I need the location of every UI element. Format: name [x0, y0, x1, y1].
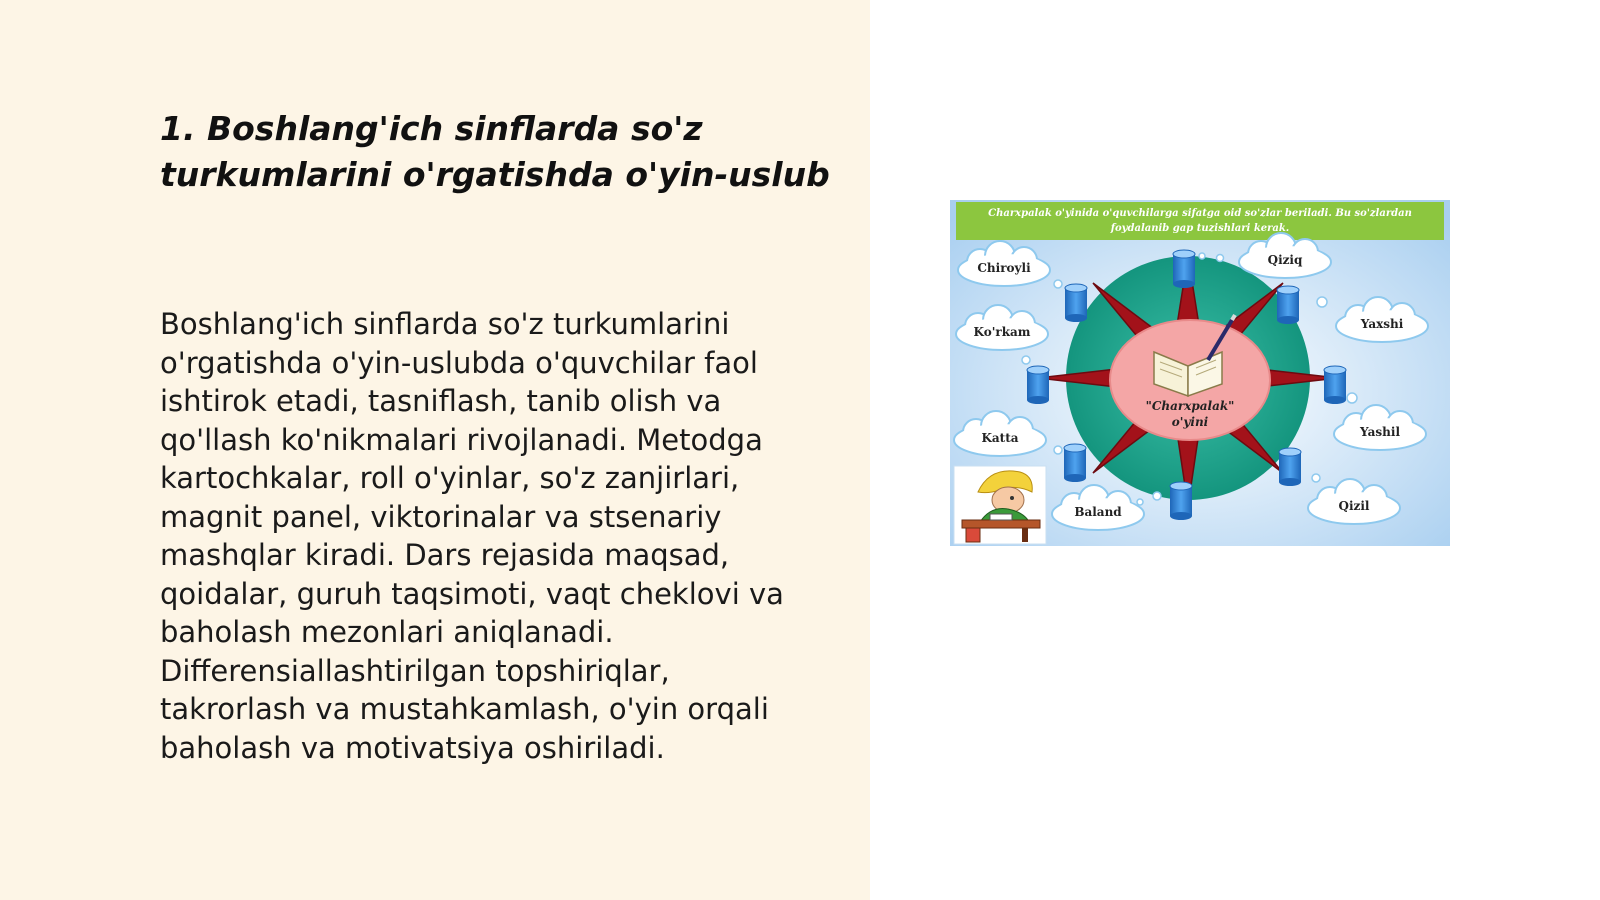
slide-body-text: Boshlang'ich sinflarda so'z turkumlarini o'rgatishda o'yin-uslubda o'quvchilar faol ishtirok etadi, tasniflash, tanib olish va qo'llash ko'nikmalari rivojlanadi. Metodga kartochkalar, roll o'yinlar, so'z zanjirlari, magnit panel, viktorinalar va stsenariy mashqlar kiradi. Dars rejasida maqsad, qoidalar, guruh taqsimoti, vaqt cheklovi va baholash mezonlari aniqlanadi. Differensiallashtirilgan topshiriqlar, takrorlash va mustahkamlash, o'yin orqali baholash va motivatsiya oshiriladi. [160, 307, 784, 765]
slide-title: 1. Boshlang'ich sinflarda so'z turkumlarini o'rgatishda o'yin-uslub [160, 109, 830, 194]
center-label-line2: o'yini [1171, 415, 1209, 429]
illustration-svg [950, 200, 1450, 546]
cloud-label: Chiroyli [977, 261, 1031, 275]
bucket-icon [1277, 286, 1299, 324]
cloud-label: Baland [1074, 505, 1122, 519]
cloud-label: Qiziq [1267, 253, 1303, 267]
bucket-icon [1065, 284, 1087, 322]
cloud-label: Qizil [1338, 499, 1370, 513]
charxpalak-game-illustration [950, 200, 1450, 546]
illustration-header-text: Charxpalak o'yinida o'quvchilarga sifatga oid so'zlar beriladi. Bu so'zlardan foydalanib gap tuzishlari kerak. [988, 208, 1412, 234]
cloud-label: Ko'rkam [973, 325, 1031, 339]
cloud-label: Yaxshi [1360, 317, 1404, 331]
bucket-icon [1173, 250, 1195, 288]
cloud-label: Katta [981, 431, 1019, 445]
bucket-icon [1064, 444, 1086, 482]
cloud-label: Yashil [1359, 425, 1401, 439]
center-label-line1: "Charxpalak" [1145, 399, 1235, 413]
bucket-icon [1170, 482, 1192, 520]
bucket-icon [1027, 366, 1049, 404]
student-cartoon [954, 466, 1046, 544]
bucket-icon [1279, 448, 1301, 486]
bucket-icon [1324, 366, 1346, 404]
